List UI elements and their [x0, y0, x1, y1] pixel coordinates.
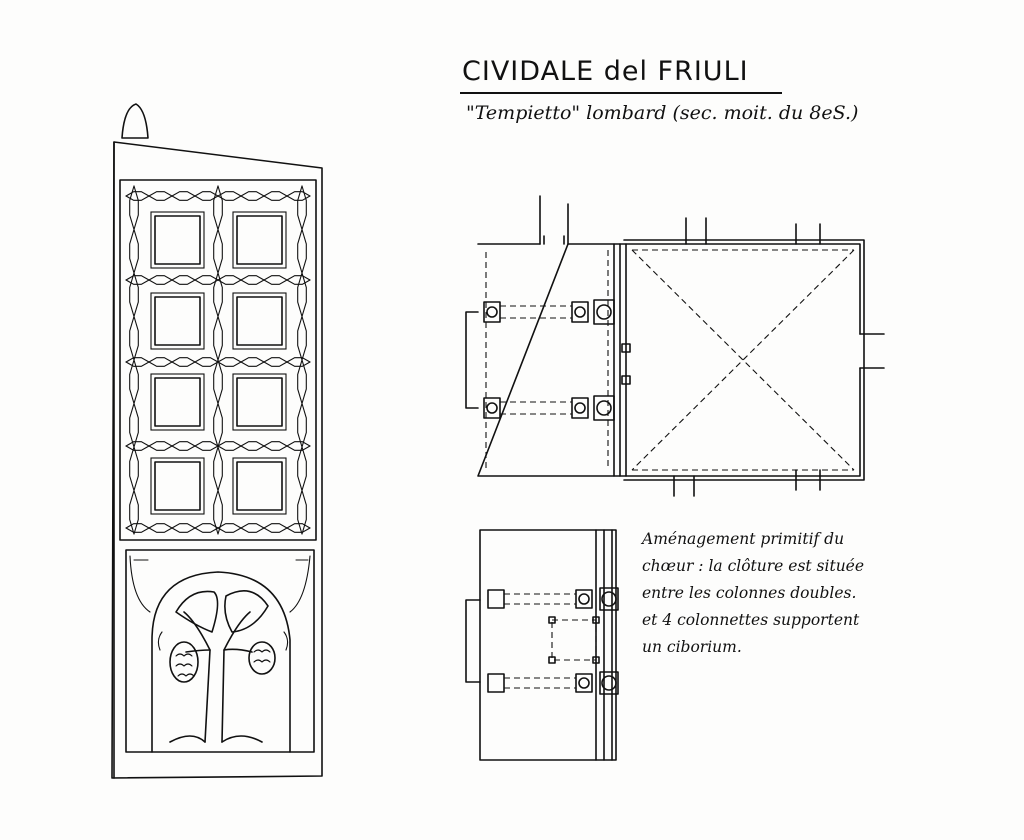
note-line: Aménagement primitif du: [642, 530, 845, 548]
note-line: chœur : la clôture est située: [642, 557, 865, 575]
ciborium-colonnettes: [549, 617, 599, 663]
note-line: et 4 colonnettes supportent: [642, 611, 860, 629]
sheet-subtitle: "Tempietto" lombard (sec. moit. du 8eS.): [466, 102, 859, 124]
choir-note: [642, 526, 864, 661]
sheet-title: CIVIDALE del FRIULI: [462, 56, 749, 87]
note-line: entre les colonnes doubles.: [642, 584, 857, 602]
choir-columns: [488, 588, 618, 694]
note-line: un ciborium.: [642, 638, 742, 656]
